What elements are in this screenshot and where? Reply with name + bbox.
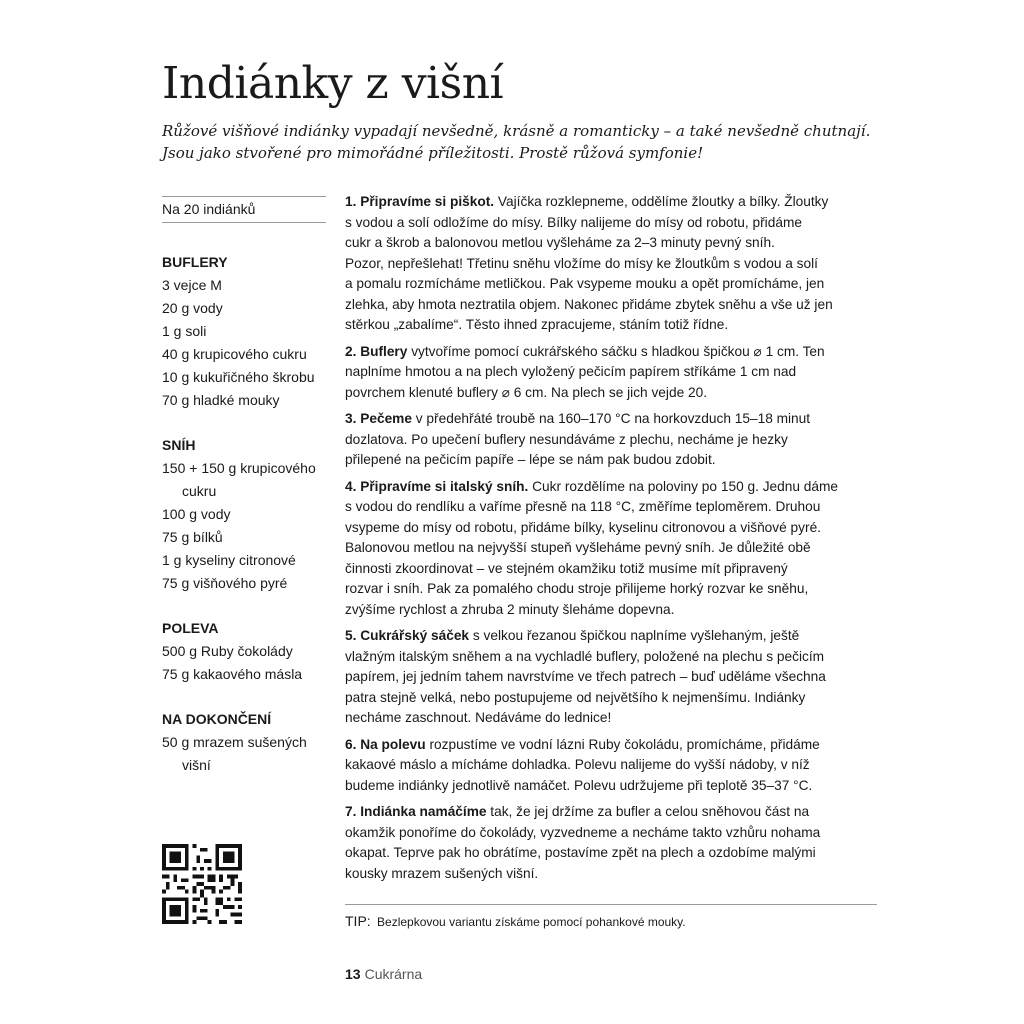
step-line: naplníme hmotou a na plech vyložený pečicím papírem stříkáme 1 cm nad: [345, 364, 797, 379]
ingredient-item: 50 g mrazem sušených: [162, 734, 307, 750]
ingredient-list: [162, 640, 326, 686]
ingredient-item: 3 vejce M: [162, 277, 222, 293]
step-line: činnosti zkoordinovat – ve stejném okamžiku totiž musíme mít připravený: [345, 560, 788, 576]
ingredient-item: 500 g Ruby čokolády: [162, 643, 293, 659]
section-name: Cukrárna: [364, 966, 423, 982]
ingredient-list: [162, 457, 326, 595]
step-line: s vodou do rendlíku a vaříme přesně na 118 °C, změříme teploměrem. Druhou: [345, 499, 821, 514]
step-line: dozlatova. Po upečení buflery nesundáváme z plechu, necháme je hezky: [345, 431, 788, 447]
ingredients-column: [162, 196, 326, 777]
ingredient-group-heading: NA DOKONČENÍ: [162, 711, 272, 727]
ingredient-group-heading: POLEVA: [162, 620, 219, 636]
method-step: [345, 192, 875, 336]
tip-text: Bezlepkovou variantu získáme pomocí pohankové mouky.: [377, 915, 686, 929]
ingredient-group-heading: SNÍH: [162, 437, 196, 453]
method-step: [345, 735, 875, 797]
method-step: [345, 802, 875, 884]
step-line: přilepené na pečicím papíře – lépe se nám pak budou zdobit.: [345, 452, 716, 467]
servings-box: [162, 196, 326, 223]
ingredient-item: 1 g soli: [162, 323, 207, 339]
ingredient-item: 100 g vody: [162, 506, 231, 522]
step-line: povrchem klenuté buflery ⌀ 6 cm. Na plech se jich vejde 20.: [345, 384, 708, 400]
ingredient-item: [162, 754, 326, 777]
step-line: [345, 626, 875, 647]
step-line: a pomalu rozmícháme metličkou. Pak vsypeme mouku a opět promícháme, jen: [345, 276, 825, 291]
ingredient-list: [162, 731, 326, 777]
ingredient-group-poleva: [162, 617, 326, 686]
intro-line: Růžové višňové indiánky vypadají nevšedně, krásně a romanticky – a také nevšedně chutnají.: [162, 122, 871, 140]
step-text: Vajíčka rozklepneme, oddělíme žloutky a bílky. Žloutky: [494, 194, 829, 209]
ingredient-item: 70 g hladké mouky: [162, 392, 280, 408]
step-line: vsypeme do mísy od robotu, přidáme bílky, kyselinu citronovou a višňové pyré.: [345, 519, 821, 535]
method-step: [345, 626, 875, 729]
step-line: okapat. Teprve pak ho obrátíme, postavíme zpět na plech a ozdobíme malými: [345, 845, 816, 860]
step-line: [345, 802, 875, 823]
step-line: [345, 409, 875, 430]
method-column: [345, 192, 875, 890]
ingredient-group-snih: [162, 434, 326, 595]
step-line: [345, 342, 875, 363]
ingredient-item: 75 g višňového pyré: [162, 575, 288, 591]
step-line: [345, 477, 875, 498]
ingredient-item: 75 g kakaového másla: [162, 666, 303, 682]
step-text: s velkou řezanou špičkou naplníme vyšlehaným, ještě: [469, 628, 800, 643]
qr-code-icon[interactable]: [162, 844, 242, 924]
ingredient-item: 40 g krupicového cukru: [162, 346, 307, 362]
method-step: [345, 409, 875, 471]
step-text: Cukr rozdělíme na poloviny po 150 g. Jednu dáme: [528, 478, 839, 494]
ingredient-item: 150 + 150 g krupicového: [162, 460, 316, 476]
step-text: rozpustíme ve vodní lázni Ruby čokoládu, promícháme, přidáme: [425, 736, 820, 752]
step-line: papírem, jej jedním tahem navrstvíme ve třech patrech – buď uděláme všechna: [345, 669, 826, 684]
step-line: [345, 735, 875, 756]
step-text: v předehřáté troubě na 160–170 °C na horkovzduch 15–18 minut: [411, 411, 811, 426]
step-text: vytvoříme pomocí cukrářského sáčku s hladkou špičkou ⌀ 1 cm. Ten: [407, 343, 825, 359]
page-number: 13: [345, 966, 361, 982]
step-line: stěrkou „zabalíme“. Těsto ihned zpracujeme, stáním totiž řídne.: [345, 317, 729, 332]
ingredient-group-dokonceni: [162, 708, 326, 777]
page-title: Indiánky z višní: [162, 58, 504, 109]
ingredient-item: 75 g bílků: [162, 529, 223, 545]
tip-box: [345, 904, 877, 929]
ingredient-group-buflery: [162, 251, 326, 412]
step-line: rozvar i sníh. Pak za pomalého chodu stroje přilijeme horký rozvar ke sněhu,: [345, 581, 809, 596]
step-title: 5. Cukrářský sáček: [345, 628, 470, 643]
page-footer: [345, 966, 422, 982]
step-title: 4. Připravíme si italský sníh.: [345, 478, 529, 494]
step-title: 6. Na polevu: [345, 736, 426, 752]
servings-label: Na 20 indiánků: [162, 201, 256, 217]
ingredient-group-heading: BUFLERY: [162, 254, 228, 270]
step-line: [345, 192, 875, 213]
ingredient-item-continuation: cukru: [182, 483, 217, 499]
tip-label: TIP:: [345, 913, 371, 929]
step-line: okamžik ponoříme do čokolády, vyzvedneme a necháme takto vzhůru nohama: [345, 824, 821, 840]
step-title: 7. Indiánka namáčíme: [345, 804, 487, 819]
step-line: budeme indiánky jednotlivě namáčet. Polevu udržujeme při teplotě 35–37 °C.: [345, 777, 813, 793]
ingredient-item-continuation: višní: [182, 757, 211, 773]
method-step: [345, 477, 875, 621]
ingredient-item: 1 g kyseliny citronové: [162, 552, 296, 568]
ingredient-item: [162, 480, 326, 503]
ingredient-item: 20 g vody: [162, 300, 223, 316]
step-title: 3. Pečeme: [345, 411, 412, 426]
step-line: kousky mrazem sušených višní.: [345, 865, 539, 881]
step-line: necháme zaschnout. Nedáváme do lednice!: [345, 710, 612, 725]
step-line: Balonovou metlou na nejvyšší stupeň vyšleháme pevný sníh. Je důležité obě: [345, 540, 811, 555]
step-text: tak, že jej držíme za bufler a celou sněhovou část na: [486, 804, 810, 819]
intro-line: Jsou jako stvořené pro mimořádné příležitosti. Prostě růžová symfonie!: [162, 144, 704, 162]
step-line: zlehka, aby hmota neztratila objem. Nakonec přidáme zbytek sněhu a vše už jen: [345, 296, 833, 312]
step-line: zvýšíme rychlost a zhruba 2 minuty šleháme dopevna.: [345, 601, 675, 617]
step-line: s vodou a solí odložíme do mísy. Bílky nalijeme do mísy od robotu, přidáme: [345, 214, 802, 230]
step-title: 2. Buflery: [345, 343, 408, 359]
step-line: Pozor, nepřešlehat! Třetinu sněhu vložíme do mísy ke žloutkům s vodou a solí: [345, 255, 818, 271]
step-line: patra stejně velká, nebo postupujeme od největšího k nejmenšímu. Indiánky: [345, 689, 806, 705]
step-line: kakaové máslo a mícháme dohladka. Polevu nalijeme do vyšší nádoby, v níž: [345, 757, 810, 772]
step-line: cukr a škrob a balonovou metlou vyšleháme za 2–3 minuty pevný sníh.: [345, 235, 775, 250]
ingredient-list: [162, 274, 326, 412]
method-step: [345, 342, 875, 404]
ingredient-item: 10 g kukuřičného škrobu: [162, 369, 315, 385]
step-title: 1. Připravíme si piškot.: [345, 194, 495, 209]
step-line: vlažným italským sněhem a na vychladlé buflery, položené na plechu s pečicím: [345, 648, 825, 664]
intro-text: [162, 120, 882, 164]
